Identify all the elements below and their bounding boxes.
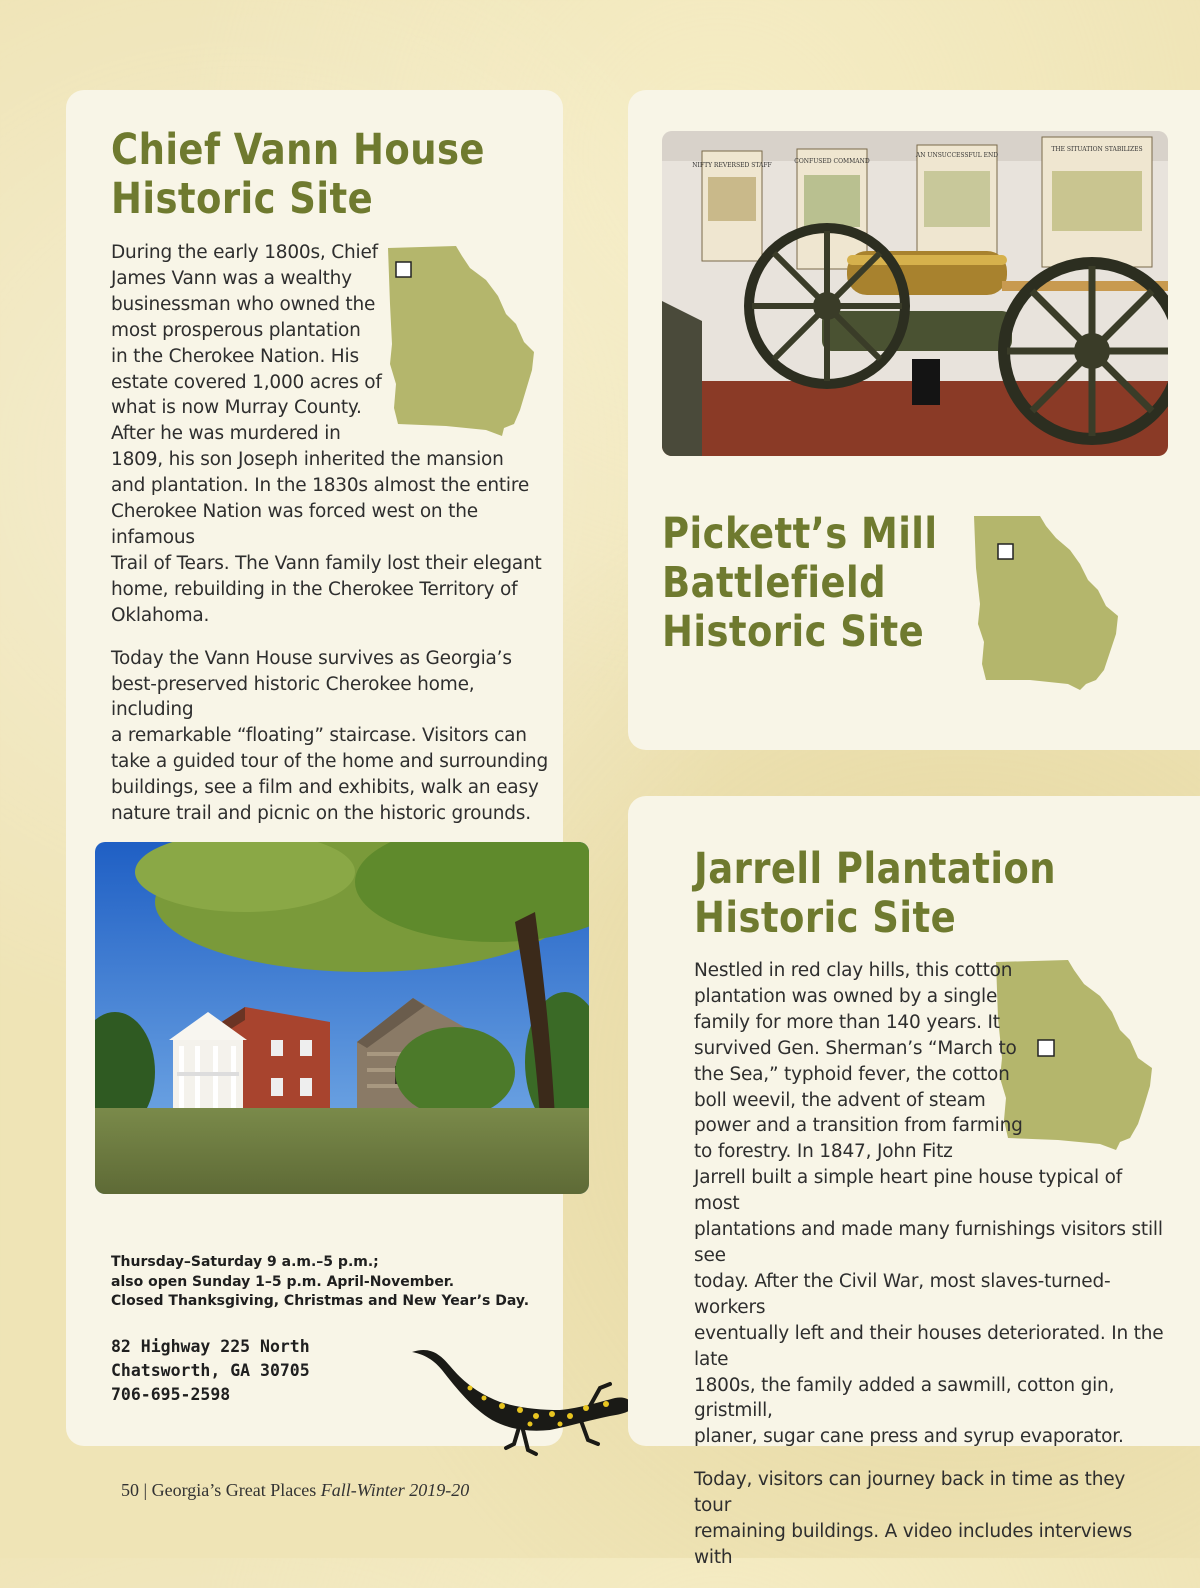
site-marker-icon <box>998 544 1013 559</box>
jarrell-paragraph-2: Today, visitors can journey back in time as they tour remaining buildings. A video includes interviews with <box>694 1469 1133 1568</box>
vann-house-photo <box>95 842 589 1194</box>
picketts-mill-title <box>662 510 938 657</box>
chief-vann-intro: During the early 1800s, Chief James Vann was a wealthy businessman who owned the most prosperous plantation in the Cherokee Nation. His estate covered 1,000 acres of what is now Murray County. After he was murdered in 1809, his son Joseph inherited the mansion and plantation. In the 1830s almost the entire Cherokee Nation was forced west on the infamous Trail of Tears. The Vann family lost their elegant home, rebuilding in the Cherokee Territory of Oklahoma. <box>111 242 542 626</box>
georgia-map-icon <box>972 514 1120 690</box>
title-line: Pickett’s Mill <box>662 509 938 559</box>
svg-text:NIFTY REVERSED STAFF: NIFTY REVERSED STAFF <box>692 162 772 169</box>
chief-vann-title <box>111 126 485 224</box>
street-address: 82 Highway 225 North <box>111 1337 310 1356</box>
jarrell-body <box>694 958 1164 1588</box>
svg-text:AN UNSUCCESSFUL END: AN UNSUCCESSFUL END <box>915 152 999 159</box>
hours-info: Thursday–Saturday 9 a.m.–5 p.m.; also open Sunday 1–5 p.m. April-November. Closed Thanksgiving, Christmas and New Year’s Day. <box>111 1254 530 1309</box>
city-state-zip: Chatsworth, GA 30705 <box>111 1361 310 1380</box>
svg-text:CONFUSED COMMAND: CONFUSED COMMAND <box>794 158 870 165</box>
jarrell-paragraph-1: Nestled in red clay hills, this cotton plantation was owned by a single family for more than 140 years. It survived Gen. Sherman’s “March to the Sea,” typhoid fever, the cotton boll weevil, the advent of steam power and a transition from farming to forestry. In 1847, John Fitz Jarrell built a simple heart pine house typical of most plantations and made many furnishings visitors still see today. After the Civil War, most slaves-turned-workers eventually left and their houses deteriorated. In the late 1800s, the family added a sawmill, cotton gin, gristmill, planer, sugar cane press and syrup evaporator. <box>694 960 1164 1448</box>
phone-number: 706-695-2598 <box>111 1385 231 1404</box>
chief-vann-paragraph-2: Today the Vann House survives as Georgia’s best-preserved historic Cherokee home, including a remarkable “floating” staircase. Visitors can take a guided tour of the home and surrounding buildings, see a film and exhibits, walk an easy nature trail and picnic on the historic grounds. <box>111 647 548 825</box>
title-line: Historic Site <box>694 893 957 943</box>
exhibit-panels <box>692 137 1152 269</box>
jarrell-title <box>694 845 1056 943</box>
address-block <box>111 1335 310 1407</box>
title-line: Historic Site <box>662 607 925 657</box>
publication-name: Georgia’s Great Places <box>151 1480 317 1500</box>
title-line: Battlefield <box>662 558 886 608</box>
salamander-icon <box>410 1344 636 1460</box>
title-line: Historic Site <box>111 174 374 224</box>
svg-text:THE SITUATION STABILIZES: THE SITUATION STABILIZES <box>1051 146 1143 153</box>
footer-separator: | <box>143 1480 148 1500</box>
page-footer <box>121 1480 469 1501</box>
chief-vann-body <box>111 240 551 844</box>
cannon-museum-photo <box>662 131 1168 456</box>
issue-name: Fall-Winter 2019-20 <box>320 1480 470 1500</box>
page-number: 50 <box>121 1480 139 1500</box>
title-line: Chief Vann House <box>111 125 485 175</box>
title-line: Jarrell Plantation <box>694 844 1057 894</box>
